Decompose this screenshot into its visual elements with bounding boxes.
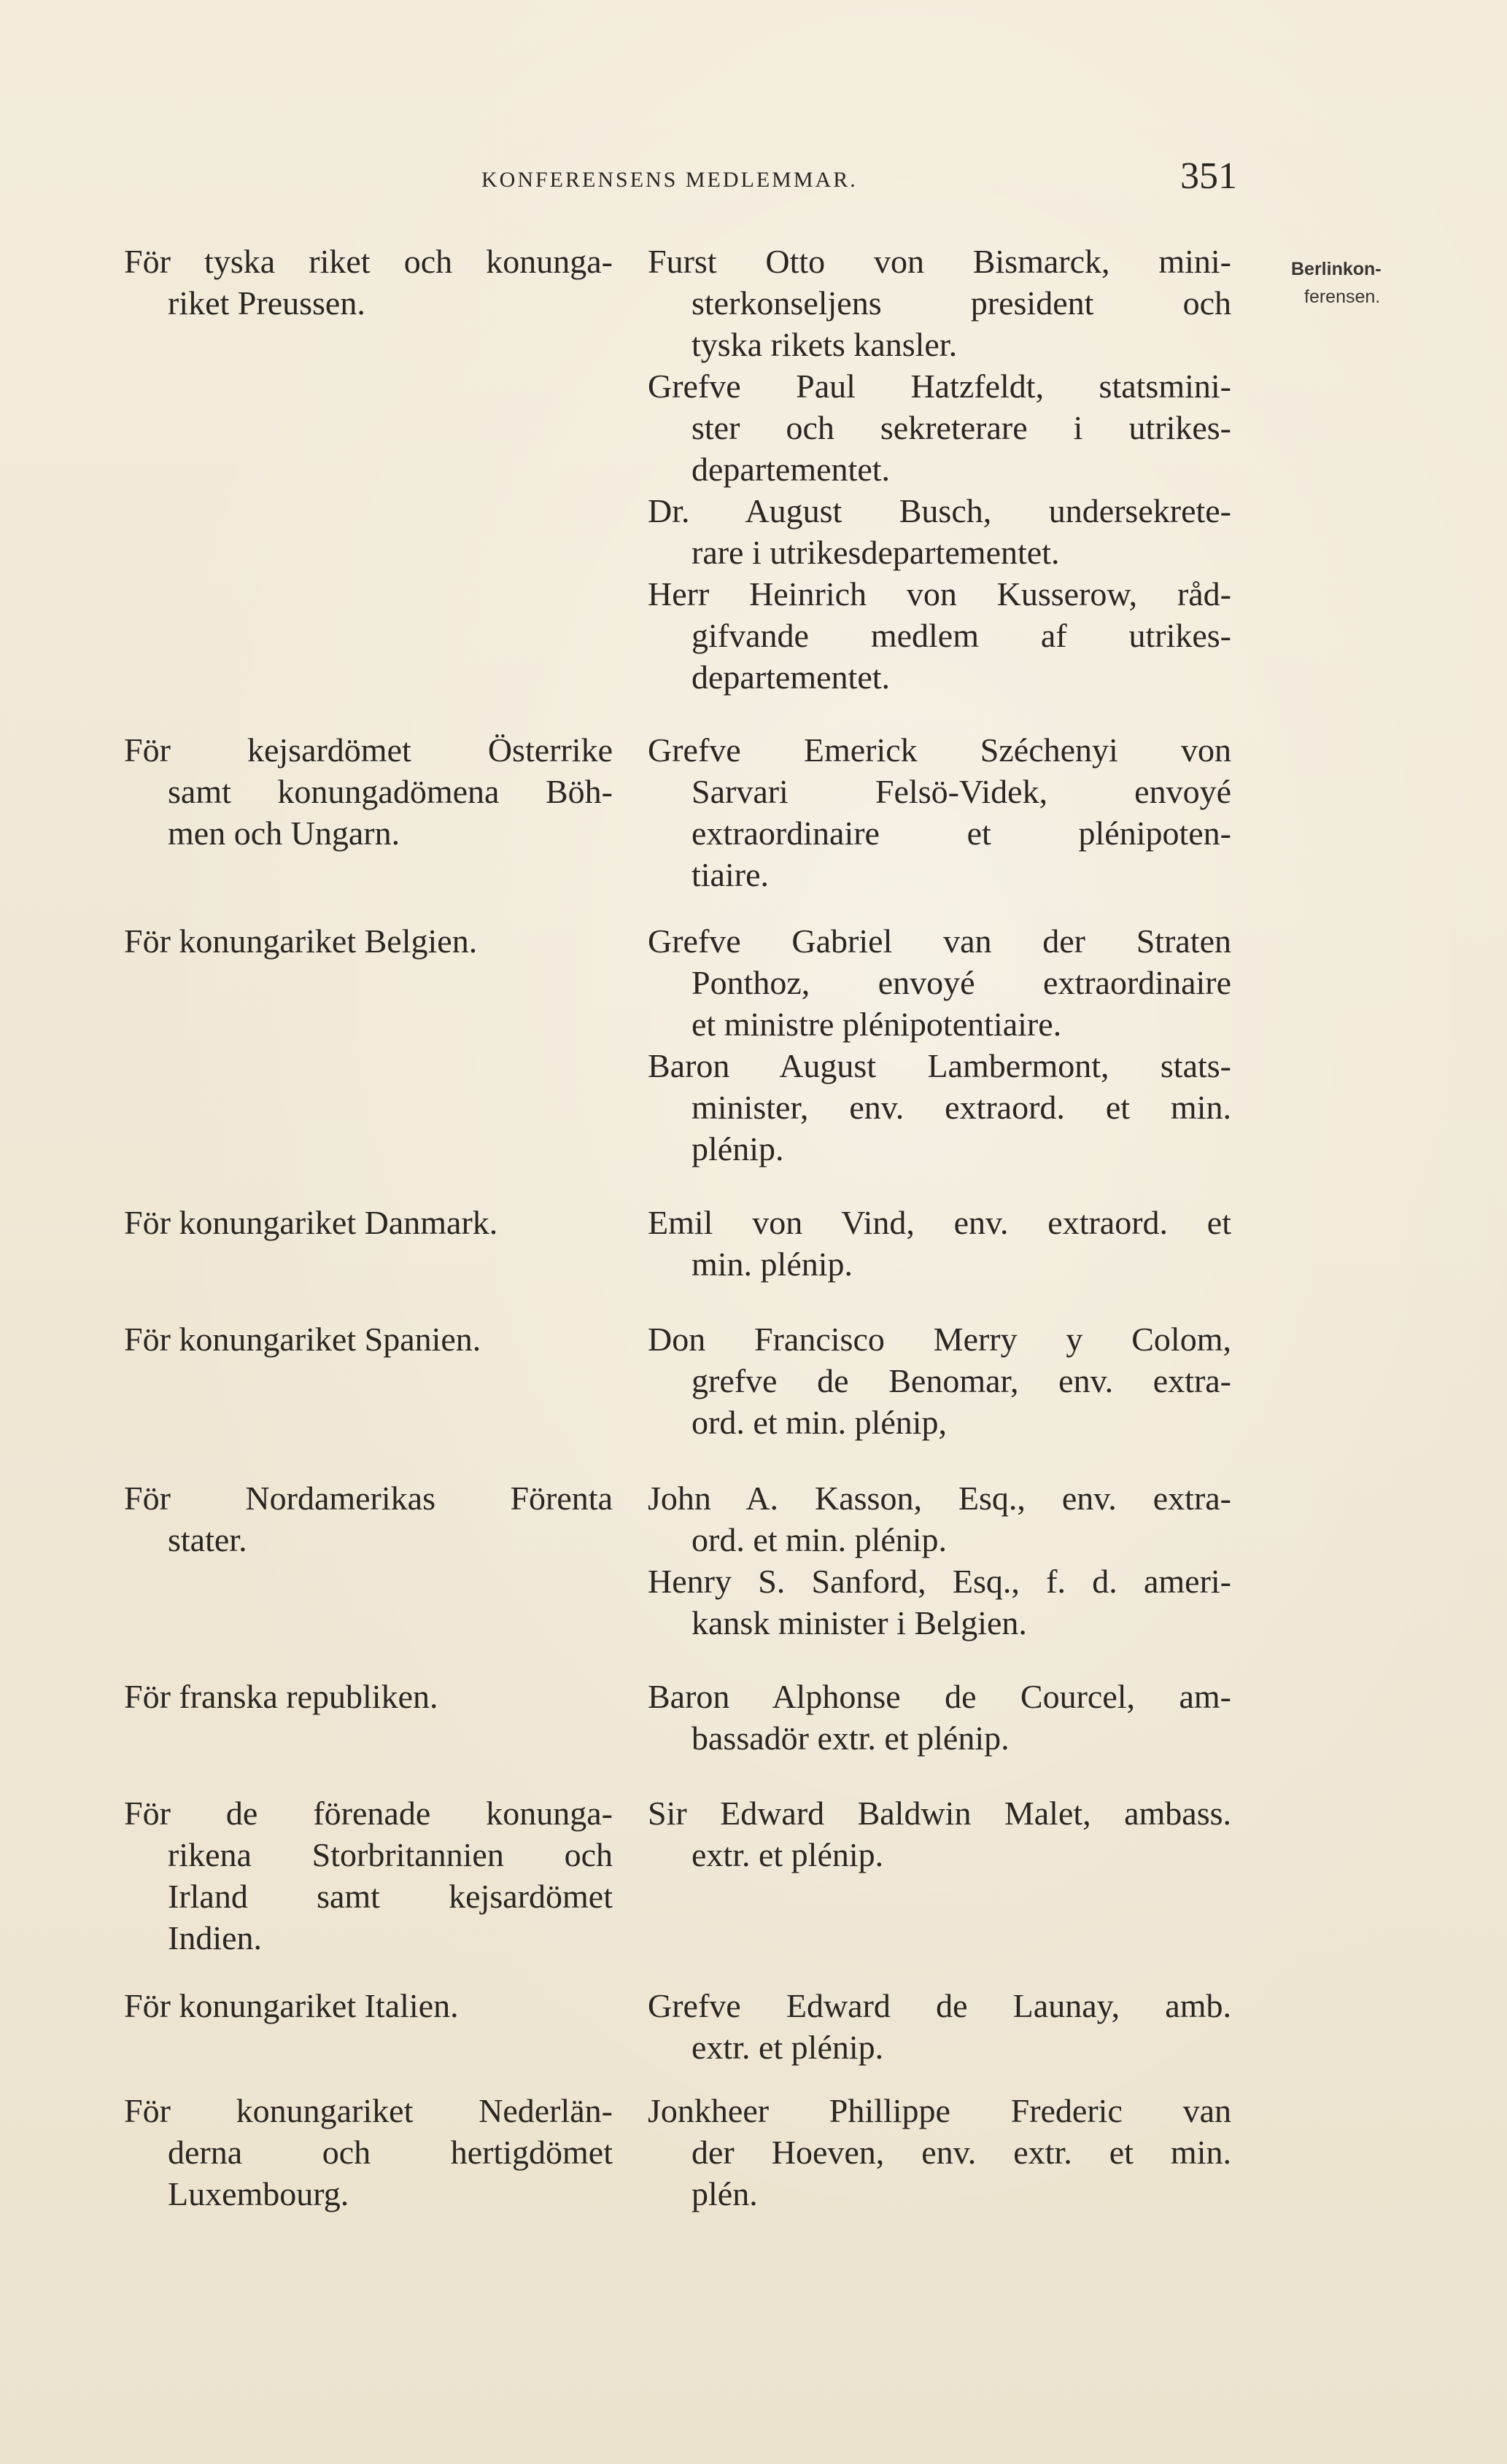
delegate-list	[648, 920, 1231, 1170]
page-number: 351	[1180, 155, 1237, 197]
country-name: För tyska riket och konunga- riket Preussen.	[124, 243, 613, 322]
delegate: Sir Edward Baldwin Malet, ambass. extr. et plénip.	[648, 1795, 1231, 1873]
country-name: För konungariket Belgien.	[124, 922, 478, 960]
margin-note	[1291, 255, 1415, 311]
country-name: För konungariket Danmark.	[124, 1204, 498, 1241]
running-head: KONFERENSENS MEDLEMMAR.	[481, 168, 858, 192]
delegate: Henry S. Sanford, Esq., f. d. ameri- kansk minister i Belgien.	[648, 1563, 1231, 1641]
delegate: Baron August Lambermont, stats- minister, env. extraord. et min. plénip.	[648, 1047, 1231, 1167]
margin-note-line: ferensen.	[1304, 287, 1381, 307]
delegate: Baron Alphonse de Courcel, am- bassadör extr. et plénip.	[648, 1678, 1231, 1757]
delegate: Grefve Gabriel van der Straten Ponthoz, envoyé extraordinaire et ministre plénipotentiaire.	[648, 922, 1231, 1043]
country-name: För konungariket Spanien.	[124, 1321, 481, 1358]
delegate-list	[648, 729, 1231, 895]
delegate: Emil von Vind, env. extraord. et min. plénip.	[648, 1204, 1231, 1283]
delegate-list	[648, 1985, 1231, 2068]
country-name: För franska republiken.	[124, 1678, 438, 1715]
country-name: För de förenade konunga- rikena Storbritannien och Irland samt kejsardömet Indien.	[124, 1795, 613, 1956]
delegate: Jonkheer Phillippe Frederic van der Hoeven, env. extr. et min. plén.	[648, 2092, 1231, 2212]
delegate-list	[648, 1202, 1231, 1285]
delegate: Grefve Edward de Launay, amb. extr. et plénip.	[648, 1987, 1231, 2066]
delegate-list	[648, 1318, 1231, 1443]
delegate: Dr. August Busch, undersekrete- rare i utrikesdepartementet.	[648, 492, 1231, 571]
country-name: För konungariket Nederlän- derna och hertigdömet Luxembourg.	[124, 2092, 613, 2212]
country-name: För kejsardömet Österrike samt konungadömena Böh- men och Ungarn.	[124, 731, 613, 852]
delegate-list	[648, 2090, 1231, 2215]
delegate-list	[648, 1477, 1231, 1644]
margin-note-line: Berlinkon-	[1291, 259, 1382, 279]
delegate: Furst Otto von Bismarck, mini- sterkonseljens president och tyska rikets kansler.	[648, 243, 1231, 363]
country-name: För konungariket Italien.	[124, 1987, 459, 2024]
delegate-list	[648, 1676, 1231, 1759]
delegate-list	[648, 241, 1231, 698]
delegate-list	[648, 1792, 1231, 1876]
delegate: Grefve Paul Hatzfeldt, statsmini- ster och sekreterare i utrikes- departementet.	[648, 368, 1231, 488]
country-name: För Nordamerikas Förenta stater.	[124, 1480, 613, 1558]
delegate: Grefve Emerick Széchenyi von Sarvari Felsö-Videk, envoyé extraordinaire et plénipoten- tiaire.	[648, 731, 1231, 893]
delegate: Herr Heinrich von Kusserow, råd- gifvande medlem af utrikes- departementet.	[648, 575, 1231, 696]
delegate: Don Francisco Merry y Colom, grefve de Benomar, env. extra- ord. et min. plénip,	[648, 1321, 1231, 1441]
delegate: John A. Kasson, Esq., env. extra- ord. et min. plénip.	[648, 1480, 1231, 1558]
